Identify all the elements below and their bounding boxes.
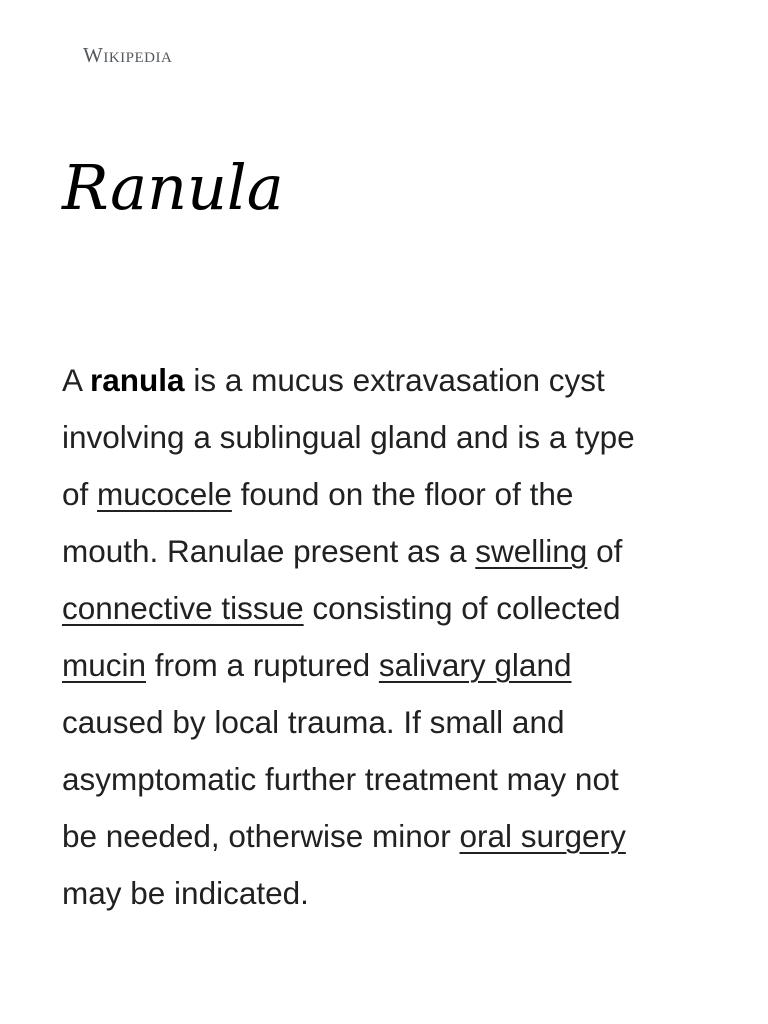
lead-line-6 bbox=[62, 637, 708, 694]
lead-line-8: asymptomatic further treatment may not bbox=[62, 761, 619, 797]
link-swelling[interactable]: swelling bbox=[475, 533, 588, 569]
lead-text: mouth. Ranulae present as a bbox=[62, 533, 476, 569]
lead-text: of bbox=[587, 533, 623, 569]
page-title: Ranula bbox=[62, 151, 284, 224]
link-connective-tissue[interactable]: connective tissue bbox=[62, 590, 304, 626]
lead-text: be needed, otherwise minor bbox=[62, 818, 460, 854]
lead-line-9 bbox=[62, 808, 708, 865]
lead-line-7: caused by local trauma. If small and bbox=[62, 704, 565, 740]
lead-line-5 bbox=[62, 580, 708, 637]
link-mucin[interactable]: mucin bbox=[62, 647, 147, 683]
lead-text: A bbox=[62, 362, 91, 398]
lead-line-4 bbox=[62, 523, 708, 580]
lead-line-1 bbox=[62, 352, 708, 409]
lead-text: of bbox=[62, 476, 98, 512]
article-subject-bold: ranula bbox=[90, 362, 185, 398]
link-oral-surgery[interactable]: oral surgery bbox=[459, 818, 626, 854]
lead-text: found on the floor of the bbox=[231, 476, 574, 512]
lead-line-10: may be indicated. bbox=[62, 875, 309, 911]
lead-text: is a mucus extravasation cyst bbox=[184, 362, 605, 398]
link-salivary-gland[interactable]: salivary gland bbox=[378, 647, 572, 683]
lead-text: from a ruptured bbox=[146, 647, 379, 683]
lead-line-2: involving a sublingual gland and is a type bbox=[62, 419, 635, 455]
link-mucocele[interactable]: mucocele bbox=[97, 476, 232, 512]
lead-paragraph bbox=[62, 352, 708, 922]
lead-text: consisting of collected bbox=[303, 590, 621, 626]
wikipedia-wordmark-link[interactable]: Wikipedia bbox=[83, 43, 173, 67]
lead-line-3 bbox=[62, 466, 708, 523]
